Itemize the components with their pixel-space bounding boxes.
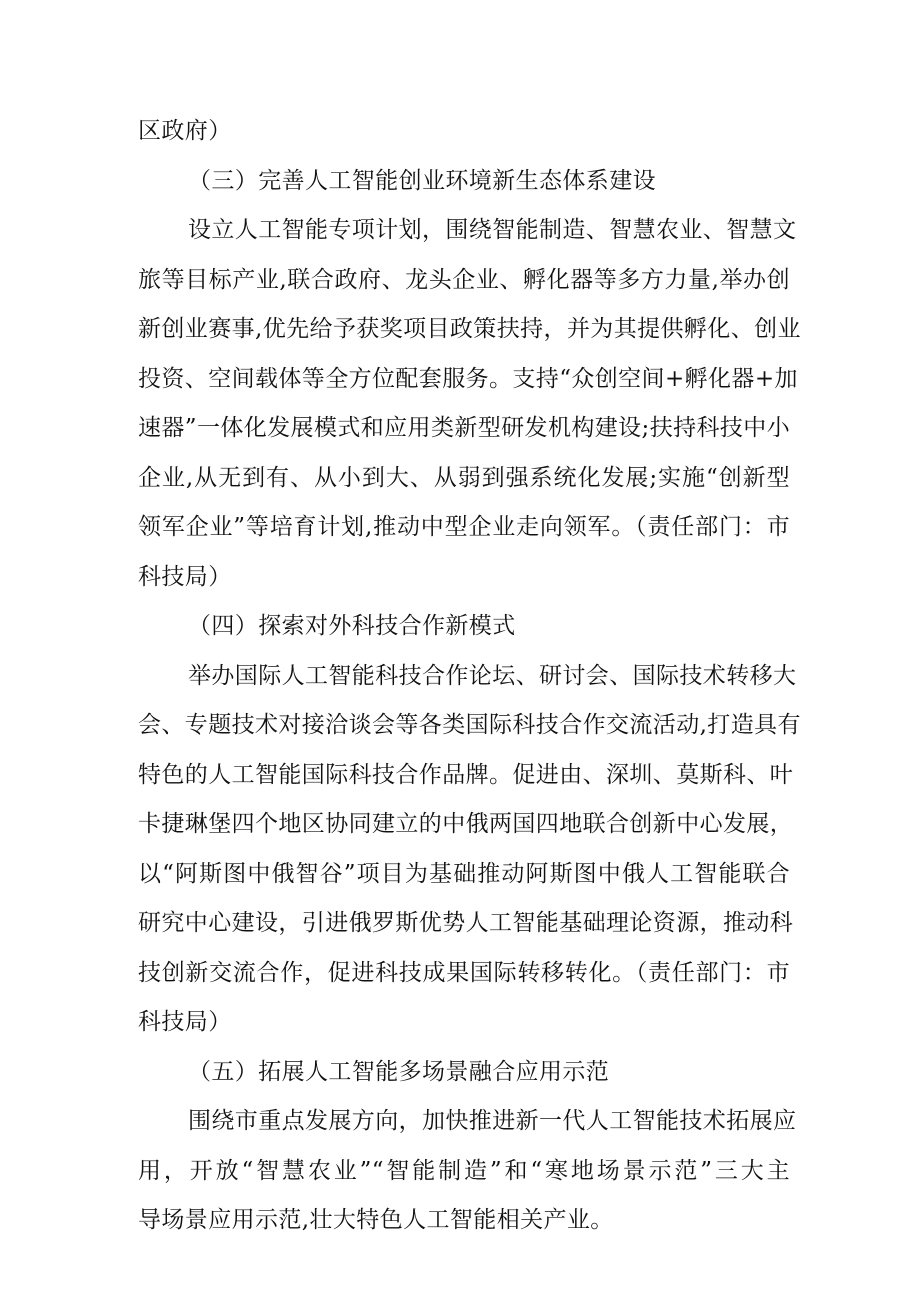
paragraph-line: 举办国际人工智能科技合作论坛、研讨会、国际技术转移大: [188, 663, 797, 689]
paragraph-line: 速器”一体化发展模式和应用类新型研发机构建设;扶持科技中小: [138, 415, 791, 441]
paragraph-line: 投资、空间载体等全方位配套服务。支持“众创空间+孵化器+加: [138, 366, 798, 392]
paragraph-line: 会、专题技术对接洽谈会等各类国际科技合作交流活动,打造具有: [138, 712, 801, 738]
paragraph-line: 设立人工智能专项计划，围绕智能制造、智慧农业、智慧文: [188, 217, 797, 243]
section-heading: （五）拓展人工智能多场景融合应用示范: [188, 1059, 610, 1085]
paragraph-line: 用，开放“智慧农业”“智能制造”和“寒地场景示范”三大主: [138, 1158, 790, 1184]
paragraph-line: 技创新交流合作，促进科技成果国际转移转化。（责任部门：市: [138, 960, 790, 986]
paragraph-line: 企业,从无到有、从小到大、从弱到强系统化发展;实施“创新型: [138, 465, 790, 491]
paragraph-line: 特色的人工智能国际科技合作品牌。促进由、深圳、莫斯科、叶: [138, 762, 794, 788]
paragraph-line: 围绕市重点发展方向，加快推进新一代人工智能技术拓展应: [188, 1108, 797, 1134]
paragraph-line: 研究中心建设，引进俄罗斯优势人工智能基础理论资源，推动科: [138, 910, 794, 936]
text-line: 区政府）: [138, 118, 232, 144]
paragraph-line: 卡捷琳堡四个地区协同建立的中俄两国四地联合创新中心发展，: [138, 811, 794, 837]
paragraph-line: 科技局）: [138, 564, 232, 590]
section-heading: （四）探索对外科技合作新模式: [188, 613, 516, 639]
section-heading: （三）完善人工智能创业环境新生态体系建设: [188, 168, 656, 194]
paragraph-line: 新创业赛事,优先给予获奖项目政策扶持，并为其提供孵化、创业: [138, 316, 801, 342]
paragraph-line: 科技局）: [138, 1009, 232, 1035]
paragraph-line: 导场景应用示范,壮大特色人工智能相关产业。: [138, 1207, 614, 1233]
paragraph-line: 以“阿斯图中俄智谷”项目为基础推动阿斯图中俄人工智能联合: [138, 861, 790, 887]
paragraph-line: 旅等目标产业,联合政府、龙头企业、孵化器等多方力量,举办创: [138, 267, 790, 293]
paragraph-line: 领军企业”等培育计划,推动中型企业走向领军。（责任部门：市: [138, 514, 790, 540]
